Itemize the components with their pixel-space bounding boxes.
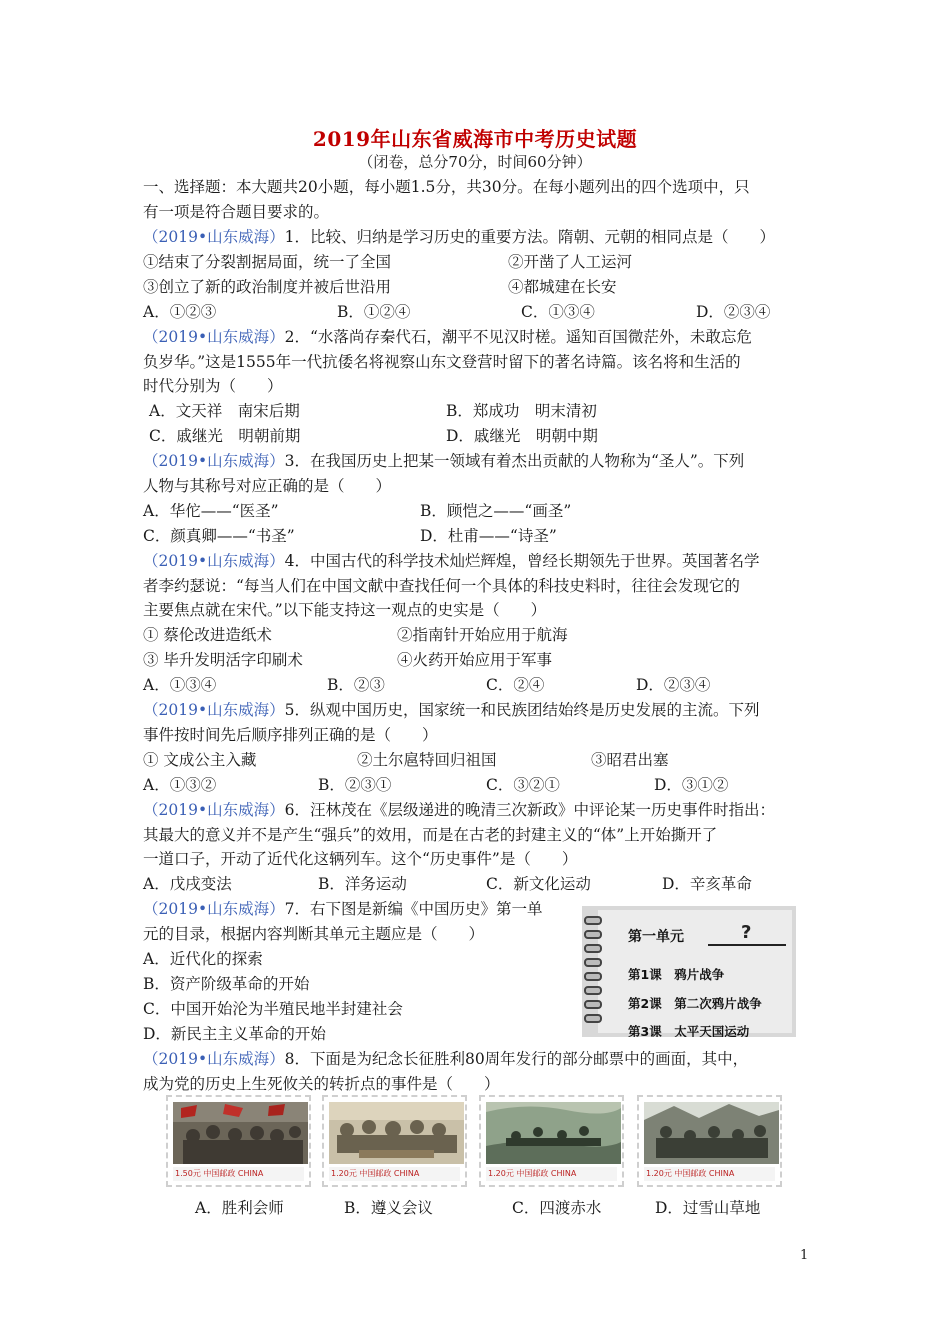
source-tag: （2019•山东威海） — [143, 452, 285, 470]
question-stem: 1．比较、归纳是学习历史的重要方法。隋朝、元朝的相同点是（ ） — [284, 228, 775, 246]
statement: ②指南针开始应用于航海 — [397, 626, 568, 644]
option-b: B．顾恺之——“画圣” — [420, 502, 572, 520]
binding-ring — [584, 1000, 602, 1009]
lesson-1: 第1课 鸦片战争 — [628, 967, 725, 982]
option-d: D．辛亥革命 — [662, 875, 752, 893]
option-d: D．过雪山草地 — [655, 1199, 761, 1217]
option-b: B．洋务运动 — [318, 875, 407, 893]
binding-ring — [584, 930, 602, 939]
option-b: B．②③ — [327, 676, 385, 694]
lesson-2: 第2课 第二次鸦片战争 — [628, 996, 762, 1011]
binding-ring — [584, 944, 602, 953]
question-8 — [143, 1049, 748, 1069]
source-tag: （2019•山东威海） — [143, 328, 285, 346]
option-b: B．资产阶级革命的开始 — [143, 975, 310, 993]
question-stem: 其最大的意义并不是产生“强兵”的效用，而是在古老的封建主义的“体”上开始撕开了 — [143, 826, 718, 844]
option-c: C．③②① — [486, 776, 560, 794]
page-number: 1 — [800, 1248, 809, 1263]
question-stem: 成为党的历史上生死攸关的转折点的事件是（ ） — [143, 1075, 500, 1093]
question-stem: 人物与其称号对应正确的是（ ） — [143, 477, 392, 495]
statement: ③昭君出塞 — [591, 751, 669, 769]
option-a: A．①③② — [143, 776, 217, 794]
snow-mountains-grassland-painting — [644, 1102, 779, 1164]
statement: ① 文成公主入藏 — [143, 751, 257, 769]
stamp-denomination: 1.20元 中国邮政 CHINA — [329, 1167, 460, 1181]
statement: ④都城建在长安 — [508, 278, 617, 296]
question-1 — [143, 227, 775, 247]
binding-ring — [584, 972, 602, 981]
table-of-contents-figure — [582, 906, 796, 1037]
option-c: C．中国开始沦为半殖民地半封建社会 — [143, 1000, 403, 1018]
unit-title: 第一单元 — [628, 929, 684, 945]
question-stem: 主要焦点就在宋代。”以下能支持这一观点的史实是（ ） — [143, 601, 547, 619]
option-c: C．四渡赤水 — [512, 1199, 602, 1217]
stamp-image-c — [479, 1095, 624, 1187]
question-stem: 8．下面是为纪念长征胜利80周年发行的部分邮票中的画面，其中， — [284, 1050, 749, 1068]
statement: ①结束了分裂割据局面，统一了全国 — [143, 253, 392, 271]
question-stem: 2．“水落尚存秦代石，潮平不见汉时槎。遥知百国微茫外，未敢忘危 — [284, 328, 752, 346]
question-mark: ? — [741, 922, 752, 943]
question-stem: 4．中国古代的科学技术灿烂辉煌，曾经长期领先于世界。英国著名学 — [284, 552, 760, 570]
option-d: D．戚继光 明朝中期 — [446, 427, 598, 445]
question-stem: 6．汪林茂在《层级递进的晚清三次新政》中评论某一历史事件时指出： — [284, 801, 775, 819]
option-d: D．③①② — [654, 776, 729, 794]
stamp-image-a — [166, 1095, 311, 1187]
option-a: A．戊戌变法 — [143, 875, 232, 893]
option-a: A．近代化的探索 — [143, 950, 263, 968]
page-title: 2019年山东省威海市中考历史试题 — [312, 127, 638, 151]
victory-reunion-painting — [173, 1102, 308, 1164]
question-stem: 元的目录，根据内容判断其单元主题应是（ ） — [143, 925, 485, 943]
exam-instructions: （闭卷，总分70分，时间60分钟） — [358, 153, 592, 171]
binding-ring — [584, 958, 602, 967]
option-d: D．②③④ — [636, 676, 711, 694]
statement: ④火药开始应用于军事 — [397, 651, 553, 669]
binding-ring — [584, 1014, 602, 1023]
question-3 — [143, 451, 744, 471]
question-stem: 负岁华。”这是1555年一代抗倭名将视察山东文登营时留下的著名诗篇。该名将和生活的 — [143, 353, 741, 371]
notebook-page — [598, 910, 792, 1037]
question-stem: 事件按时间先后顺序排列正确的是（ ） — [143, 726, 438, 744]
source-tag: （2019•山东威海） — [143, 801, 285, 819]
option-b: B．①②④ — [337, 303, 411, 321]
question-6 — [143, 800, 775, 820]
statement: ③ 毕升发明活字印刷术 — [143, 651, 303, 669]
statement: ②开凿了人工运河 — [508, 253, 633, 271]
answer-blank — [708, 944, 786, 946]
option-c: C．②④ — [486, 676, 545, 694]
option-b: B．郑成功 明末清初 — [446, 402, 597, 420]
source-tag: （2019•山东威海） — [143, 552, 285, 570]
source-tag: （2019•山东威海） — [143, 1050, 285, 1068]
option-a: A．胜利会师 — [195, 1199, 284, 1217]
option-b: B．②③① — [318, 776, 392, 794]
binding-ring — [584, 916, 602, 925]
four-crossings-painting — [486, 1102, 621, 1164]
question-stem: 5．纵观中国历史，国家统一和民族团结始终是历史发展的主流。下列 — [284, 701, 760, 719]
option-d: D．新民主主义革命的开始 — [143, 1025, 326, 1043]
option-c: C．新文化运动 — [486, 875, 591, 893]
question-4 — [143, 551, 759, 571]
stamp-denomination: 1.20元 中国邮政 CHINA — [644, 1167, 775, 1181]
question-stem: 者李约瑟说：“每当人们在中国文献中查找任何一个具体的科技史料时，往往会发现它的 — [143, 577, 740, 595]
statement: ③创立了新的政治制度并被后世沿用 — [143, 278, 392, 296]
option-a: A．华佗——“医圣” — [143, 502, 279, 520]
zunyi-meeting-painting — [329, 1102, 464, 1164]
option-d: D．杜甫——“诗圣” — [420, 527, 557, 545]
statement: ②土尔扈特回归祖国 — [357, 751, 497, 769]
section-heading: 一、选择题：本大题共20小题，每小题1.5分，共30分。在每小题列出的四个选项中，只 — [143, 178, 750, 196]
binding-ring — [584, 986, 602, 995]
question-stem: 3．在我国历史上把某一领域有着杰出贡献的人物称为“圣人”。下列 — [284, 452, 745, 470]
option-d: D．②③④ — [696, 303, 771, 321]
question-2 — [143, 327, 752, 347]
source-tag: （2019•山东威海） — [143, 228, 285, 246]
stamp-denomination: 1.20元 中国邮政 CHINA — [486, 1167, 617, 1181]
section-heading-cont: 有一项是符合题目要求的。 — [143, 203, 330, 221]
question-stem: 7．右下图是新编《中国历史》第一单 — [284, 900, 543, 918]
option-c: C．戚继光 明朝前期 — [149, 427, 301, 445]
statement: ① 蔡伦改进造纸术 — [143, 626, 272, 644]
option-a: A．①③④ — [143, 676, 217, 694]
option-c: C．颜真卿——“书圣” — [143, 527, 295, 545]
question-stem: 一道口子，开动了近代化这辆列车。这个“历史事件”是（ ） — [143, 850, 578, 868]
source-tag: （2019•山东威海） — [143, 900, 285, 918]
source-tag: （2019•山东威海） — [143, 701, 285, 719]
option-a: A．文天祥 南宋后期 — [149, 402, 300, 420]
lesson-3: 第3课 太平天国运动 — [628, 1024, 750, 1037]
option-c: C．①③④ — [521, 303, 595, 321]
stamp-image-b — [322, 1095, 467, 1187]
stamp-image-d — [637, 1095, 782, 1187]
question-5 — [143, 700, 759, 720]
question-7 — [143, 899, 542, 919]
stamp-denomination: 1.50元 中国邮政 CHINA — [173, 1167, 304, 1181]
question-stem: 时代分别为（ ） — [143, 377, 283, 395]
option-a: A．①②③ — [143, 303, 217, 321]
option-b: B．遵义会议 — [344, 1199, 433, 1217]
